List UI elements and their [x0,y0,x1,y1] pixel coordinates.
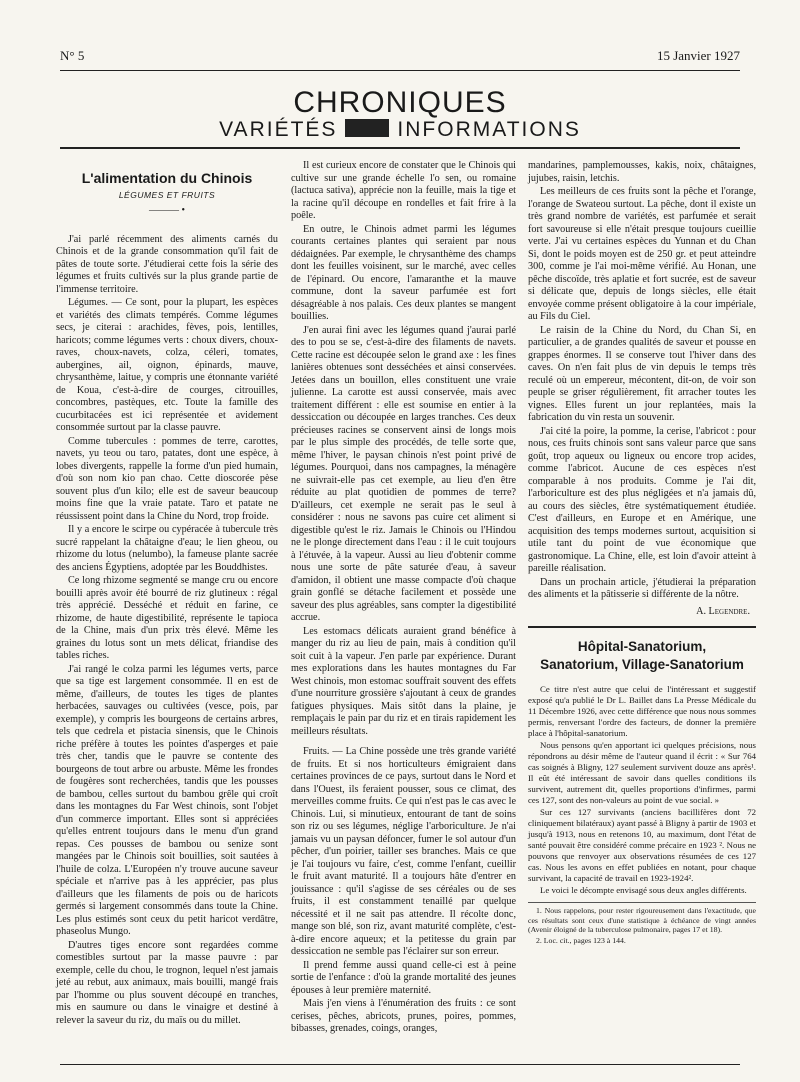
paragraph: Les meilleurs de ces fruits sont la pêche et l'orange, l'orange de Swateou surtout. La pêche, dont il existe un très grand nombre de variétés, est parfumée et serait fort savoureuse si elle n'était presque toujours cueillie verte. J'ai vu certaines espèces du Yunnan et du Chan Si, dont le poids moyen est de 250 gr. et peut atteindre 300, comme je l'ai moi-même vérifié. Au Honan, une pêche discoïde, très aplatie et fort sucrée, est de saveur si délicate que, depuis de longs siècles, elle était envoyée comme présent obligatoire à la cour impériale, au Fils du Ciel. [528,186,756,322]
paragraph: Fruits. — La Chine possède une très grande variété de fruits. Et si nos horticulteurs émigraient dans certaines provinces de ce pays, surtout dans le Nord et dans l'Ouest, ils feraient pousser, sous ce climat, des merveilles comme fruits. Ce qui n'est pas le cas avec le Chinois. Lui, si minutieux, entourant de tant de soins son riz ou ses légumes, néglige l'arboriculture. Je n'ai jamais vu un paysan défoncer, fumer le sol autour d'un pêcher, d'un poirier, tailler ses branches. Mais ce que je l'ai toujours vu faire, c'est, comme l'enfant, cueillir le fruit avant maturité. Il a toujours hâte d'entrer en jouissance : qu'il s'agisse de ses céréales ou de ses fruits, il est constamment tenaillé par quelque nécessité et il ne sait pas attendre. Il récolte donc, mange son blé, son riz, avant maturité complète, c'est-à-dire encore aqueux; et la petitesse du grain par dessiccation ne semble pas l'éclairer sur son erreur. [291,746,516,957]
column-3 [528,160,756,946]
issue-date: 15 Janvier 1927 [656,48,740,63]
article-subtitle: LÉGUMES ET FRUITS [118,189,216,200]
column-1 [56,160,278,1028]
paragraph: Les estomacs délicats auraient grand bénéfice à manger du riz au lieu de pain, mais à condition qu'il soit cuit à la vapeur. J'en parle par expérience. Durant mes explorations dans les hautes montagnes du Far West chinois, mon estomac souffrait souvent des effets d'une nourriture grossière s'ajoutant à ceux de grandes fatigues physiques. Mais sitôt dans la plaine, je remplaçais le pain par du riz et en tirais rapidement les meilleurs résultats. [291,625,516,737]
paragraph: Le voici le décompte envisagé sous deux angles différents. [540,885,747,895]
paragraph: Il y a encore le scirpe ou cypéracée à tubercule très sucré rappelant la châtaigne d'eau; le lien gheou, ou rhizome du lotus (nelumbo), la fameuse plante sacrée des anciens Égyptiens, adoptée par les Bouddhistes. [56,524,278,573]
paragraph: Légumes. — Ce sont, pour la plupart, les espèces et variétés des climats tempérés. Comme légumes secs, je citerai : arachides, fèves, pois, lentilles, haricots; comme légumes verts : choux divers, choux-raves, choux-navets, colza, céleri, tomates, aubergines, ail, oignon, épinards, mauve, chrysanthème, laitue, y compris une étonnante variété de Koua, c'est-à-dire de courges, citrouilles, concombres, pastèques, etc. Toute la famille des cucurbitacées est ici représentée et avidement consommée surtout par la classe pauvre. [56,297,278,433]
paragraph: J'ai cité la poire, la pomme, la cerise, l'abricot : pour nous, ces fruits chinois sont sans valeur parce que sans goût, trop aqueux ou ligneux ou encore trop acides, comme l'abricot. Aucune de ces espèces n'est comparable à nos produits. Comme je l'ai dit, l'arboriculture est des plus négligées et n'a jamais dû, au cours des siècles, être systématiquement étudiée. C'est d'ailleurs, en Europe et en Amérique, une acquisition des temps modernes surtout, acquisition si utile tant du point de vue économique que gastronomique. La Chine, elle, est loin d'avoir atteint à pareille réalisation. [528,425,756,574]
page-header [60,48,740,68]
footnote: 2. Loc. cit., pages 123 à 144. [536,935,626,945]
author-signature: A. Legendre. [696,605,750,617]
paragraph: Le raisin de la Chine du Nord, du Chan Si, en particulier, a de grandes qualités de saveur et pousse en grappes énormes. Il se conserve tout l'hiver dans des caves. On n'en fait plus de vin depuis le temps très reculé où un empereur, mécontent, dit-on, de voir son peuple se griser régulièrement, fit arracher toutes les vignes. Elles furent un jour replantées, mais la fabrication du vin resta un souvenir. [528,324,756,423]
article-separator [528,626,756,628]
column-2 [291,160,516,1037]
footnote: 1. Nous rappelons, pour rester rigoureusement dans l'exactitude, que ces résultats sont ceux d'une statistique à échéance de vingt années (Avenir éloigné de la tuberculose pulmonaire, pages 17 et 18). [528,906,756,934]
paragraph: Dans un prochain article, j'étudierai la préparation des aliments et la pâtisserie si différente de la nôtre. [528,576,756,600]
paragraph: Comme tubercules : pommes de terre, carottes, navets, yu teou ou taro, patates, dont une espèce, à lobes divergents, rappelle la forme d'un pied humain, d'où son nom kio pan chao. Cette dioscorée pèse souvent plus d'un kilo; elle est de saveur beaucoup moins fine que la vraie patate. Taro et patate ne réussissent point dans la Chine du Nord, trop froide. [56,435,278,522]
ornament-icon [345,119,389,137]
article2-title-line2: Sanatorium, Village-Sanatorium [540,657,744,672]
article2-title-line1: Hôpital-Sanatorium, [577,639,707,654]
paragraph: Mais j'en viens à l'énumération des fruits : ce sont cerises, pêches, abricots, prunes, poires, pommes, bibasses, grenades, coings, oranges, [291,998,516,1034]
masthead-title: CHRONIQUES [293,86,507,119]
paragraph: Il prend femme aussi quand celle-ci est à peine sortie de l'enfance : d'où la grande mortalité des jeunes épouses à leur première maternité. [291,959,516,996]
paragraph: J'ai rangé le colza parmi les légumes verts, parce que sa tige est largement consommée. Il en est de même, d'ailleurs, de toutes les tiges de plantes herbacées, sauvages ou cultivées (vesce, pois, par exemple), y compris les bourgeons de certains arbres, tels que cedrela et pistacia sinensis, que le Chinois riche préfère à toutes les pointes d'asperges et paie très cher, tandis que le pauvre se contente des bourgeons de tout arbre ou arbuste. Même les frondes de fougères sont recherchées, tandis que les pousses de bambou, celles surtout du bambou grêle qui croît dans les montagnes du Far West chinois, sont l'objet d'un commerce important. Elles sont si appréciées qu'elles entrent toujours dans le menu d'un grand repas. Ces pousses de bambou ou senize sont mangées par le Chinois soit bouillies, soit sautées à l'huile de colza. L'Européen n'y trouve aucune saveur spéciale et n'arrive pas à les apprécier, pas plus d'ailleurs que les filaments de pois ou de haricots germés si largement consommés dans toute la Chine. Les plus estimés sont ceux du petit haricot verdâtre, phaseolus Mungo. [56,663,278,937]
paragraph: D'autres tiges encore sont regardées comme comestibles surtout par la masse pauvre : par exemple, celle du chou, le trognon, lequel n'est jamais jeté au rebut, aux animaux, mais bouilli, mangé frais par l'homme ou plus souvent découpé en tranches, mis en saumure ou dans le vinaigre et destiné à relever la saveur du riz, du maïs ou du millet. [56,939,278,1026]
footer-rule [60,1064,740,1065]
paragraph: mandarines, pamplemousses, kakis, noix, châtaignes, jujubes, raisin, letchis. [528,160,756,184]
paragraph: Ce titre n'est autre que celui de l'intéressant et suggestif exposé qu'a publié le Dr L. Baillet dans La Presse Médicale du 11 Décembre 1926, avec cette différence que nous nous sommes permis, renversant l'ordre des facteurs, de donner la première place à l'hôpital-sanatorium. [528,684,756,738]
masthead-right: INFORMATIONS [397,118,581,141]
footnotes [528,902,756,945]
paragraph: Sur ces 127 survivants (anciens bacillifères dont 72 cliniquement bilatéraux) ayant passé à Bligny à partir de 1903 et jusqu'à 1913, nous en retenons 10, au maximum, dont l'état de santé pouvait être considéré comme précaire en 1923 ². Nous ne pouvons que renvoyer aux observations résumées de ces 127 cas. Nous les avons en effet publiées en notant, pour chaque survivant, la capacité de travail en 1923-1924². [528,807,756,883]
masthead-left: VARIÉTÉS [219,118,338,141]
article2-title [528,638,756,674]
title-dash: ——— • [148,205,185,216]
paragraph: J'ai parlé récemment des aliments carnés du Chinois et de la grande consommation qu'il fait de pâtes de toute sorte. J'étudierai cette fois la série des légumes et fruits cultivés sur la plus grande partie de l'immense territoire. [56,233,278,295]
paragraph: Il est curieux encore de constater que le Chinois qui cultive sur une grande échelle l'o sen, ou romaine (lactuca sativa), apprécie non la feuille, mais la tige et la racine qu'il découpe en rondelles et fait frire à la poêle. [291,160,516,221]
paragraph: J'en aurai fini avec les légumes quand j'aurai parlé des to pou se se, c'est-à-dire des filaments de navets. Cette racine est découpée selon le grand axe : les fines lanières obtenues sont desséchées et ainsi conservées. Jetées dans un bouillon, elles constituent une vraie julienne. La carotte est aussi conservée, mais avec traitement différent : elle est soumise en entier à la dessiccation ou découpée en larges tranches. Ces deux précieuses racines se conservent ainsi de longs mois par le plus simple des procédés, de telle sorte que, même l'hiver, le paysan chinois n'est point privé de légumes. Pourquoi, dans nos campagnes, la ménagère ne suivrait-elle pas cet exemple, au lieu d'en être réduite au plat quotidien de pommes de terre? D'ailleurs, cet exemple ne serait pas le seul à considérer : nous ne savons pas cuire cet aliment si digestible qu'est le riz. Jamais le Chinois ou l'Hindou ne le plonge directement dans l'eau : il le cuit toujours à l'étuvée, à la vapeur. Aussi au lieu d'obtenir comme nous une sorte de pâte saturée d'eau, à saveur d'amidon, il obtient une masse compacte d'où chaque grain gonflé se détache facilement et possède une saveur des plus agréables, sans compter la digestibilité accrue. [291,324,516,623]
paragraph: Nous pensons qu'en apportant ici quelques précisions, nous répondrons au désir même de l'auteur quand il écrit : « Sur 764 cas soignés à Bligny, 127 seulement survivent douze ans après¹. Il eût été intéressant de savoir dans quelles conditions ils survivent, autrement dit, quelles proportions d'infirmes, parmi ces 127, sont des non-valeurs au point de vue social. » [528,740,756,805]
masthead-rule [60,147,740,149]
paragraph: Ce long rhizome segmenté se mange cru ou encore bouilli après avoir été bourré de riz glutineux : régal très apprécié. Desséché et réduit en farine, ce rhizome, de haute digestibilité, représente le tapioca de la Chine, mais d'un prix très élevé. Même les graines du lotus sont un mets délicat, friandise des tables riches. [56,575,278,661]
paragraph: En outre, le Chinois admet parmi les légumes courants certaines plantes qui seraient par nous dédaignées. Par exemple, le chrysanthème des champs dont les feuilles voisinent, sur le marché, avec celles de l'épinard. Ou encore, l'amaranthe et la mauve commune, dont la saveur parfumée est fort désagréable à nos palais. Ces deux plantes se mangent bouillies. [291,223,516,322]
masthead-subtitle [0,118,800,142]
issue-number: N° 5 [60,48,85,63]
header-rule [60,70,740,71]
article-title: L'alimentation du Chinois [81,170,253,186]
